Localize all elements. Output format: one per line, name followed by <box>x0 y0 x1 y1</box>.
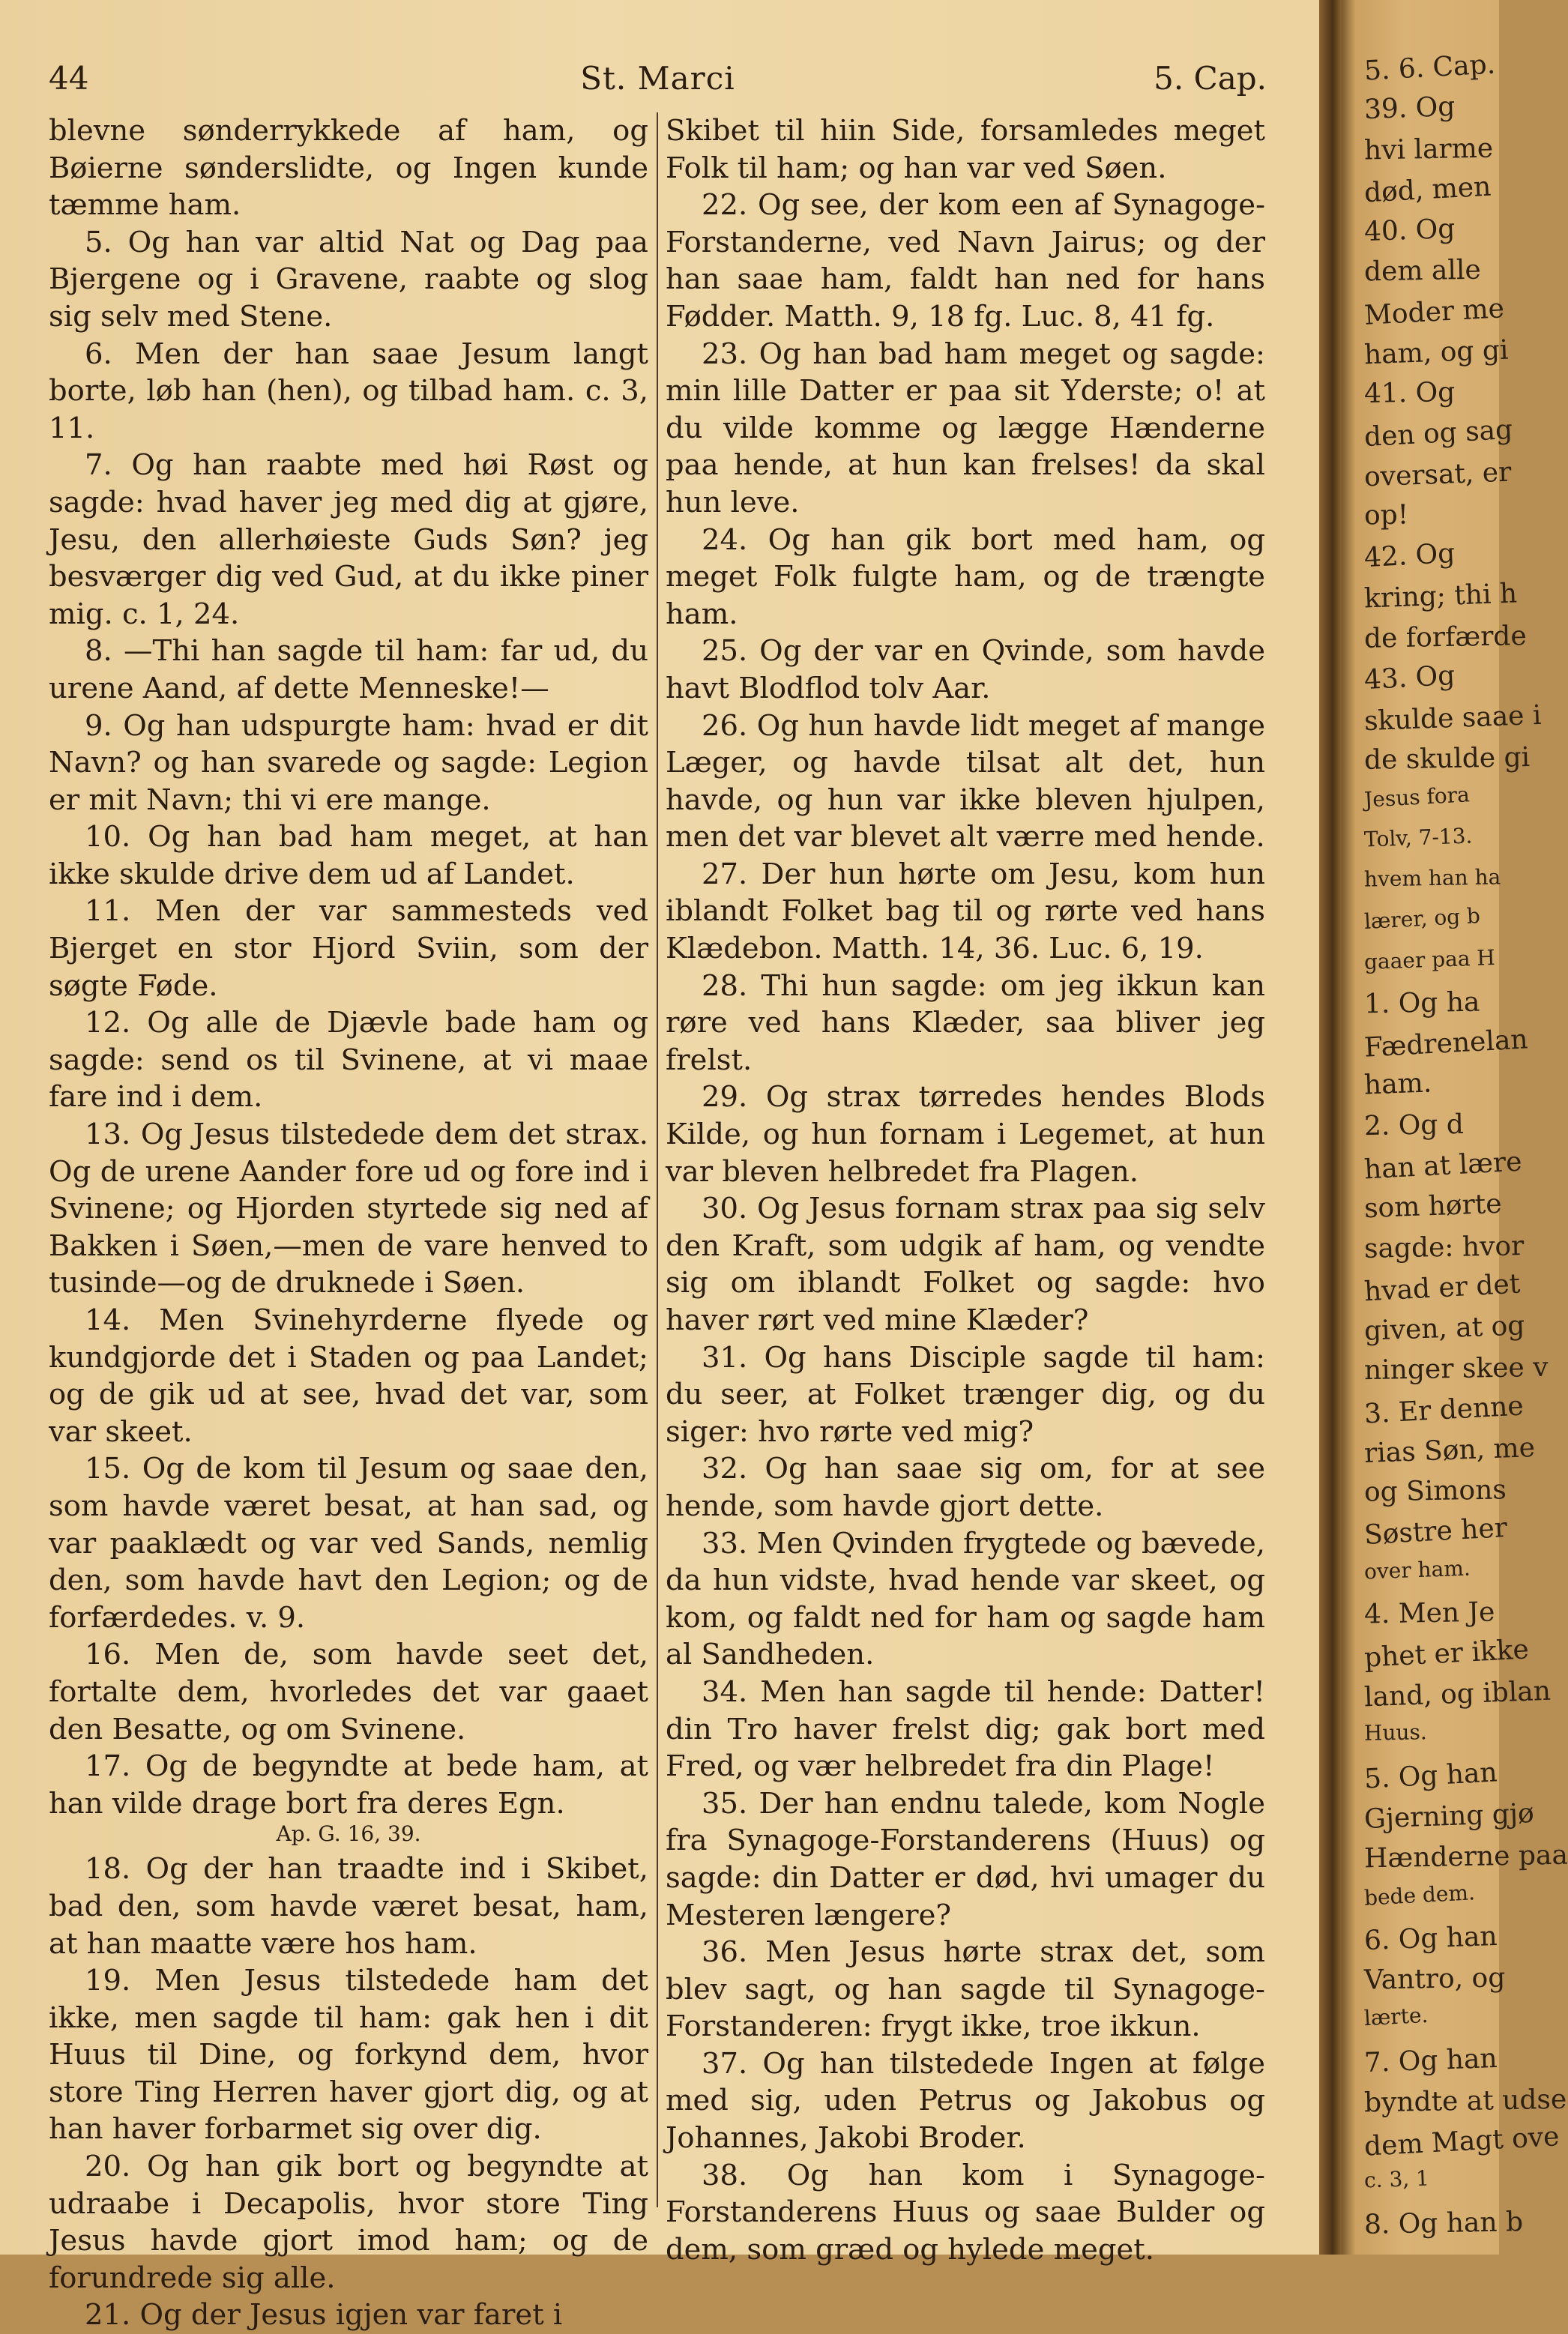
partial-page-line: 8. Og han b <box>1363 2207 1524 2240</box>
partial-page-line: lærer, og b <box>1363 902 1481 935</box>
verse-19: 19. Men Jesus tilstedede ham det ikke, men sagde til ham: gak hen i dit Huus til Dine, og forkynd dem, hvor store Ting Herren haver gjort dig, og at han haver forbarmet sig over dig. <box>49 1964 648 2147</box>
partial-page-line: kring; thi h <box>1363 578 1518 615</box>
verse-17: 17. Og de begyndte at bede ham, at han vilde drage bort fra deres Egn. <box>49 1749 648 1821</box>
partial-page-line: 5. 6. Cap. <box>1363 49 1497 87</box>
partial-page-line: og Simons <box>1363 1474 1507 1508</box>
verse-29: 29. Og strax tørredes hendes Blods Kilde, og hun fornam i Legemet, at hun var bleven helbredet fra Plagen. <box>666 1080 1265 1189</box>
partial-page-line: Jesus fora <box>1363 782 1471 812</box>
partial-page-line: han at lære <box>1363 1146 1523 1186</box>
partial-page-line: oversat, er <box>1363 456 1512 493</box>
partial-page-line: gaaer paa H <box>1363 944 1496 975</box>
verse-24: 24. Og han gik bort med ham, og meget Folk fulgte ham, og de trængte ham. <box>666 522 1265 631</box>
partial-page-line: Vantro, og <box>1363 1962 1506 1996</box>
partial-page-line: 42. Og <box>1363 537 1456 574</box>
partial-page-line: Moder me <box>1363 293 1505 331</box>
verse-28: 28. Thi hun sagde: om jeg ikkun kan røre ved hans Klæder, saa bliver jeg frelst. <box>666 968 1265 1077</box>
verse-31: 31. Og hans Disciple sagde til ham: du seer, at Folket trænger dig, og du siger: hvo rørte ved mig? <box>666 1340 1265 1449</box>
verse-37: 37. Og han tilstedede Ingen at følge med sig, uden Petrus og Jakobus og Johannes, Jakobi Broder. <box>666 2046 1265 2156</box>
partial-page-line: ham, og gi <box>1363 334 1510 371</box>
verse-21-continuation: Skibet til hiin Side, forsamledes meget Folk til ham; og han var ved Søen. <box>666 114 1265 185</box>
verse-27: 27. Der hun hørte om Jesu, kom hun iblandt Folket bag til og rørte ved hans Klædebon. Matth. 14, 36. Luc. 6, 19. <box>666 857 1265 966</box>
running-title: St. Marci <box>580 60 735 97</box>
column-divider <box>657 112 658 2207</box>
partial-page-line: hvem han ha <box>1363 864 1501 892</box>
book-gutter <box>1319 0 1342 2255</box>
partial-page-line: 3. Er denne <box>1363 1390 1525 1430</box>
partial-page-line: dem Magt ove <box>1363 2121 1561 2162</box>
chapter-label: 5. Cap. <box>1154 60 1267 97</box>
verse-32: 32. Og han saae sig om, for at see hende, som havde gjort dette. <box>666 1452 1265 1523</box>
partial-page-line: over ham. <box>1363 1555 1471 1584</box>
partial-page-line: hvi larme <box>1363 133 1494 166</box>
verse-22: 22. Og see, der kom een af Synagoge-Forstanderne, ved Navn Jairus; og der han saae ham, faldt han ned for hans Fødder. Matth. 9, 18 fg. Luc. 8, 41 fg. <box>666 188 1265 334</box>
partial-page-line: 2. Og d <box>1363 1109 1465 1142</box>
partial-page-line: phet er ikke <box>1363 1634 1530 1674</box>
verse-34: 34. Men han sagde til hende: Datter! din Tro haver frelst dig; gak bort med Fred, og vær helbredet fra din Plage! <box>666 1674 1265 1784</box>
page-header <box>49 60 1267 112</box>
partial-page-line: bede dem. <box>1363 1880 1476 1911</box>
verse-25: 25. Og der var en Qvinde, som havde havt Blodflod tolv Aar. <box>666 634 1265 705</box>
verse-9: 9. Og han udspurgte ham: hvad er dit Navn? og han svarede og sagde: Legion er mit Navn; thi vi ere mange. <box>49 708 648 817</box>
verse-36: 36. Men Jesus hørte strax det, som blev sagt, og han sagde til Synagoge-Forstanderen: frygt ikke, troe ikkun. <box>666 1935 1265 2044</box>
partial-page-line: Gjerning gjø <box>1363 1798 1535 1835</box>
partial-page-line: dem alle <box>1363 254 1482 288</box>
partial-page-line: død, men <box>1363 171 1492 209</box>
verse-26: 26. Og hun havde lidt meget af mange Læger, og havde tilsat alt det, hun havde, og hun var ikke bleven hjulpen, men det var blevet alt værre med hende. <box>666 708 1265 854</box>
partial-page-line: Fædrenelan <box>1363 1024 1529 1064</box>
right-text-column <box>666 112 1265 2268</box>
partial-page-line: ninger skee v <box>1363 1351 1549 1387</box>
verse-35: 35. Der han endnu talede, kom Nogle fra Synagoge-Forstanderens (Huus) og sagde: din Datter er død, hvi umager du Mesteren længere? <box>666 1786 1265 1932</box>
verse-33: 33. Men Qvinden frygtede og bævede, da hun vidste, hvad hende var skeet, og kom, og faldt ned for ham og sagde ham al Sandheden. <box>666 1526 1265 1672</box>
verse-38: 38. Og han kom i Synagoge-Forstanderens Huus og saae Bulder og dem, som græd og hylede meget. <box>666 2158 1265 2267</box>
partial-page-line: Søstre her <box>1363 1513 1508 1551</box>
left-text-column <box>49 112 648 2334</box>
partial-page-line: den og sag <box>1363 414 1514 453</box>
partial-page-line: sagde: hvor <box>1363 1231 1525 1264</box>
verse-10: 10. Og han bad ham meget, at han ikke skulde drive dem ud af Landet. <box>49 820 648 891</box>
verse-7: 7. Og han raabte med høi Røst og sagde: hvad haver jeg med dig at gjøre, Jesu, den allerhøieste Guds Søn? jeg besværger dig ved Gud, at du ikke piner mig. c. 1, 24. <box>49 448 648 631</box>
partial-page-line: 5. Og han <box>1363 1757 1498 1795</box>
partial-page-line: de forfærde <box>1363 621 1528 654</box>
verse-30: 30. Og Jesus fornam strax paa sig selv den Kraft, som udgik af ham, og vendte sig om iblandt Folket og sagde: hvo haver rørt ved mine Klæder? <box>666 1192 1265 1337</box>
verse-17-reference: Ap. G. 16, 39. <box>276 1821 421 1847</box>
partial-page-line: 4. Men Je <box>1363 1596 1495 1630</box>
verse-18: 18. Og der han traadte ind i Skibet, bad den, som havde været besat, ham, at han maatte være hos ham. <box>49 1852 648 1961</box>
partial-page-line: 39. Og <box>1363 91 1456 126</box>
verse-4-continuation: blevne sønderrykkede af ham, og Bøierne sønderslidte, og Ingen kunde tæmme ham. <box>49 114 648 223</box>
partial-page-line: 6. Og han <box>1363 1920 1498 1957</box>
partial-page-line: given, at og <box>1363 1310 1526 1347</box>
partial-page-line: 1. Og ha <box>1363 986 1480 1020</box>
verse-13: 13. Og Jesus tilstedede dem det strax. Og de urene Aander fore ud og fore ind i Svinene; og Hjorden styrtede sig ned af Bakken i Søen,—men de vare henved to tusinde—og de druknede i Søen. <box>49 1118 648 1300</box>
partial-page-line: skulde saae i <box>1363 699 1543 738</box>
page-number: 44 <box>49 60 89 97</box>
verse-8: 8. —Thi han sagde til ham: far ud, du urene Aand, af dette Menneske!— <box>49 634 648 705</box>
partial-page-line: ham. <box>1363 1067 1432 1101</box>
partial-page-line: hvad er det <box>1363 1268 1522 1308</box>
partial-page-line: de skulde gi <box>1363 742 1531 776</box>
partial-page-line: som hørte <box>1363 1188 1503 1225</box>
verse-12: 12. Og alle de Djævle bade ham og sagde: send os til Svinene, at vi maae fare ind i dem. <box>49 1006 648 1115</box>
verse-21-start: 21. Og der Jesus igjen var faret i <box>85 2298 563 2333</box>
verse-23: 23. Og han bad ham meget og sagde: min lille Datter er paa sit Yderste; o! at du vilde komme og lægge Hænderne paa hende, at hun kan frelses! da skal hun leve. <box>666 337 1265 519</box>
verse-16: 16. Men de, som havde seet det, fortalte dem, hvorledes det var gaaet den Besatte, og om Svinene. <box>49 1638 648 1746</box>
partial-page-line: byndte at udse <box>1363 2084 1567 2119</box>
partial-page-line: Hænderne paa <box>1363 1839 1568 1875</box>
partial-page-line: op! <box>1363 499 1409 531</box>
partial-page-line: 41. Og <box>1363 376 1456 410</box>
book-page-right-partial <box>1342 0 1568 2255</box>
partial-page-line: 43. Og <box>1363 660 1456 696</box>
partial-page-line: Tolv, 7-13. <box>1363 823 1473 852</box>
verse-14: 14. Men Svinehyrderne flyede og kundgjorde det i Staden og paa Landet; og de gik ud at see, hvad det var, som var skeet. <box>49 1303 648 1449</box>
partial-page-line: land, og iblan <box>1363 1675 1552 1713</box>
partial-page-line: c. 3, 1 <box>1363 2165 1430 2193</box>
verse-11: 11. Men der var sammesteds ved Bjerget en stor Hjord Sviin, som der søgte Føde. <box>49 894 648 1003</box>
partial-page-line: 7. Og han <box>1363 2042 1498 2079</box>
partial-page-line: rias Søn, me <box>1363 1432 1536 1469</box>
page-fold-shadow <box>1342 0 1355 2255</box>
partial-page-line: lærte. <box>1363 2002 1429 2031</box>
partial-page-line: 40. Og <box>1363 213 1456 248</box>
verse-20: 20. Og han gik bort og begyndte at udraabe i Decapolis, hvor store Ting Jesus havde gjort imod ham; og de forundrede sig alle. <box>49 2150 648 2295</box>
verse-5: 5. Og han var altid Nat og Dag paa Bjergene og i Gravene, raabte og slog sig selv med Stene. <box>49 225 648 334</box>
verse-15: 15. Og de kom til Jesum og saae den, som havde været besat, at han sad, og var paaklædt og var ved Sands, nemlig den, som havde havt den Legion; og de forfærdedes. v. 9. <box>49 1452 648 1635</box>
verse-6: 6. Men der han saae Jesum langt borte, løb han (hen), og tilbad ham. c. 3, 11. <box>49 337 648 445</box>
partial-page-line: Huus. <box>1363 1719 1428 1746</box>
